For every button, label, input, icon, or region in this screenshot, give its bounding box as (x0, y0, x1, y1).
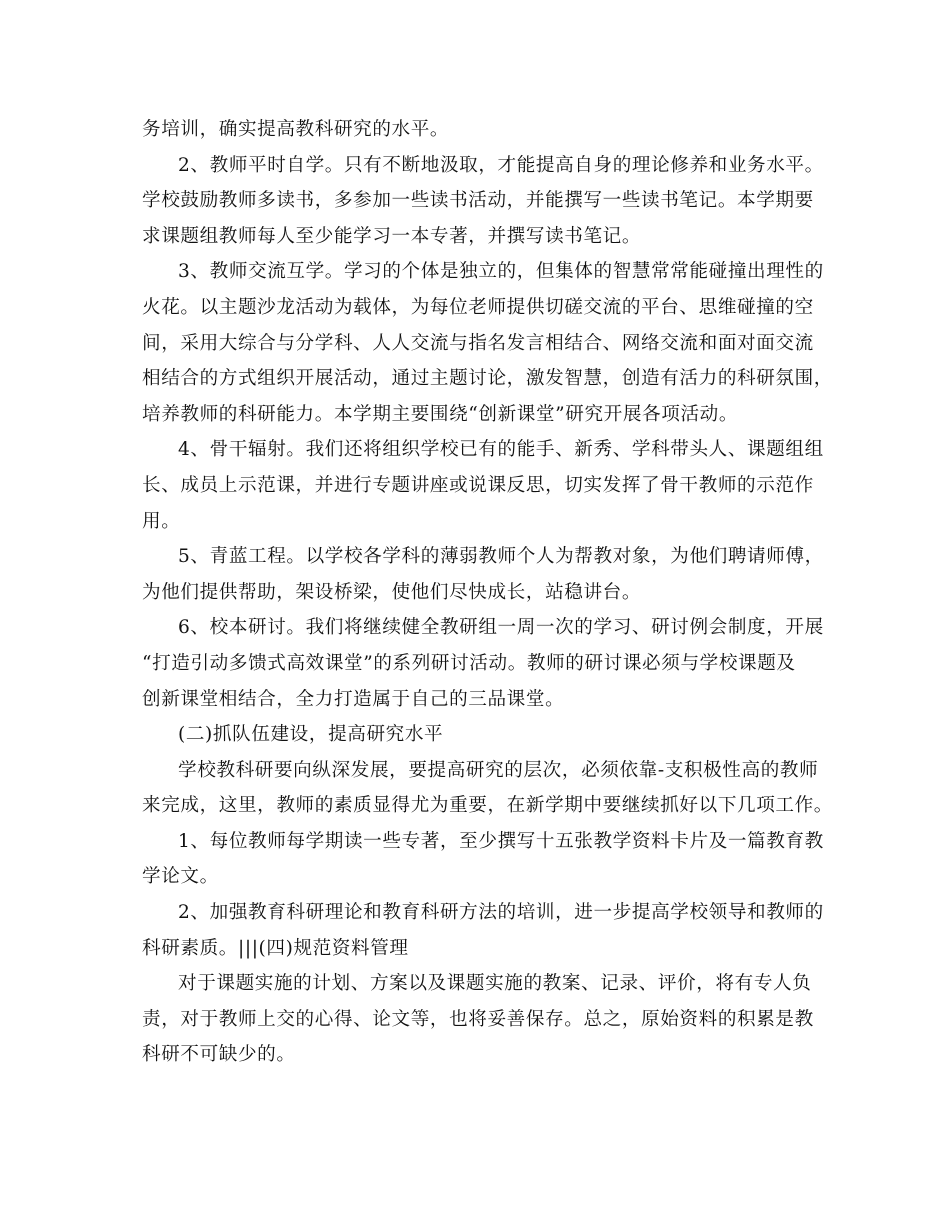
text-line: 求课题组教师每人至少能学习一本专著，并撰写读书笔记。 (142, 225, 642, 247)
text-line: 相结合的方式组织开展活动，通过主题讨论，激发智慧，创造有活力的科研氛围， (142, 368, 833, 390)
text-line: 用。 (142, 510, 181, 532)
text-line: 5、青蓝工程。以学校各学科的薄弱教师个人为帮教对象，为他们聘请师傅， (178, 546, 824, 568)
text-line: 学校教科研要向纵深发展，要提高研究的层次，必须依靠-支积极性高的教师 (178, 759, 819, 781)
text-line: 科研素质。|||(四)规范资料管理 (142, 937, 409, 959)
text-line: 间，采用大综合与分学科、人人交流与指名发言相结合、网络交流和面对面交流 (142, 332, 814, 354)
text-line: 科研不可缺少的。 (142, 1044, 296, 1066)
text-line: 4、骨干辐射。我们还将组织学校已有的能手、新秀、学科带头人、课题组组 (178, 439, 824, 461)
text-line: 火花。以主题沙龙活动为载体，为每位老师提供切磋交流的平台、思维碰撞的空 (142, 296, 814, 318)
text-line: 6、校本研讨。我们将继续健全教研组一周一次的学习、研讨例会制度，开展 (178, 617, 824, 639)
text-line: 2、加强教育科研理论和教育科研方法的培训，进一步提高学校领导和教师的 (178, 902, 824, 924)
text-line: 责，对于教师上交的心得、论文等，也将妥善保存。总之，原始资料的积累是教 (142, 1008, 814, 1030)
text-line: 创新课堂相结合，全力打造属于自己的三品课堂。 (142, 688, 565, 710)
text-line: 来完成，这里，教师的素质显得尤为重要，在新学期中要继续抓好以下几项工作。 (142, 795, 833, 817)
text-line: 为他们提供帮助，架设桥梁，使他们尽快成长，站稳讲台。 (142, 581, 642, 603)
text-line: 学校鼓励教师多读书，多参加一些读书活动，并能撰写一些读书笔记。本学期要 (142, 190, 814, 212)
text-line: 培养教师的科研能力。本学期主要围绕“创新课堂”研究开展各项活动。 (142, 403, 739, 425)
text-line: 务培训，确实提高教科研究的水平。 (142, 119, 450, 140)
document-body (142, 112, 833, 1073)
text-line: 2、教师平时自学。只有不断地汲取，才能提高自身的理论修养和业务水平。 (178, 154, 824, 176)
text-line: 3、教师交流互学。学习的个体是独立的，但集体的智慧常常能碰撞出理性的 (178, 261, 824, 283)
text-line: 长、成员上示范课，并进行专题讲座或说课反思，切实发挥了骨干教师的示范作 (142, 474, 814, 496)
text-line: “打造引动多馈式高效课堂”的系列研讨活动。教师的研讨课必须与学校课题及 (142, 652, 796, 674)
text-line: 对于课题实施的计划、方案以及课题实施的教案、记录、评价，将有专人负 (178, 973, 812, 995)
text-line: 学论文。 (142, 866, 219, 888)
text-line: (二)抓队伍建设，提高研究水平 (178, 724, 444, 746)
text-line: 1、每位教师每学期读一些专著，至少撰写十五张教学资料卡片及一篇教育教 (178, 830, 824, 852)
